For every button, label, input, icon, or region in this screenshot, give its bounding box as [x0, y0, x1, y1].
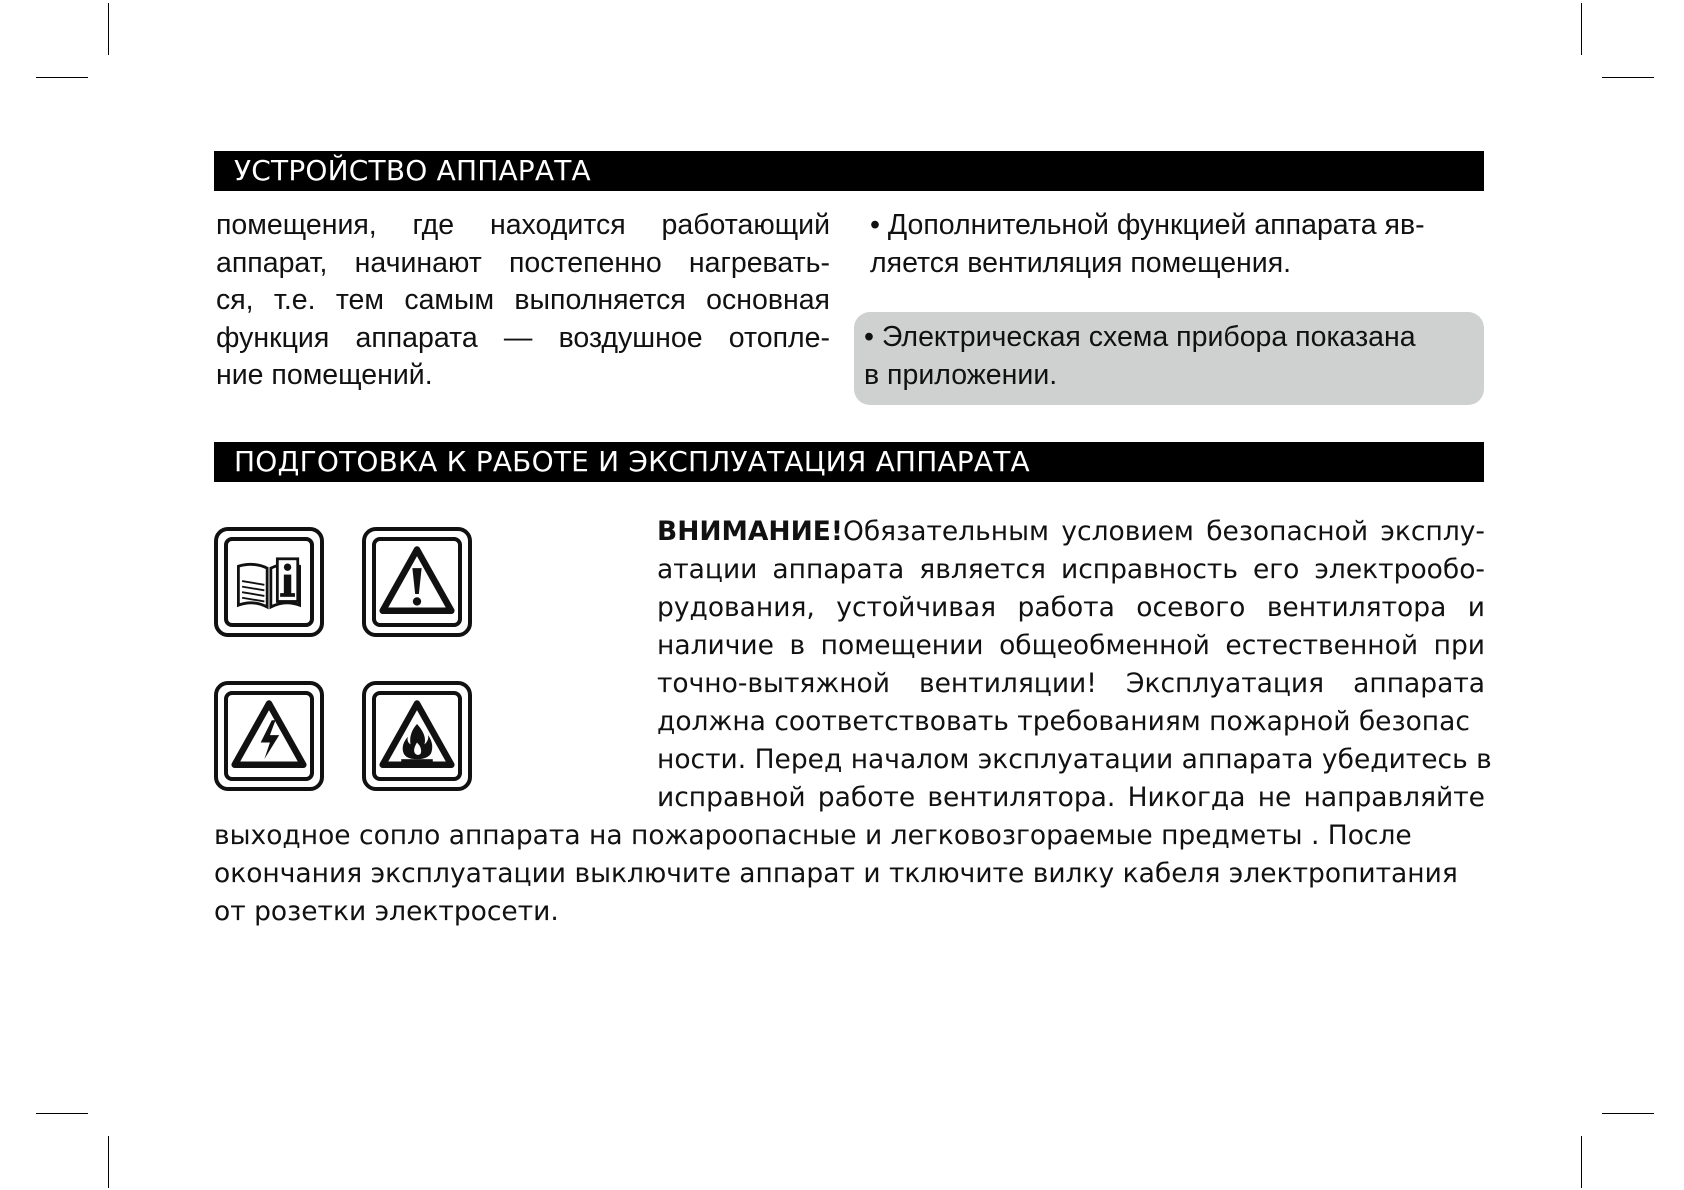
fire-hazard-icon: [362, 681, 472, 791]
text-line: должна соответствовать требованиям пожарной безопас: [657, 706, 1470, 737]
text-line: • Электрическая схема прибора показана: [864, 321, 1416, 353]
text-line: атации аппарата является исправность его электрообо-: [657, 554, 1485, 585]
text-line: ности. Перед началом эксплуатации аппарата убедитесь в: [657, 744, 1492, 775]
crop-mark-bottom-right-horizontal: [1602, 1113, 1654, 1114]
crop-mark-top-right-vertical: [1581, 3, 1582, 55]
crop-mark-top-left-horizontal: [36, 77, 88, 78]
attention-label: ВНИМАНИЕ!: [657, 516, 843, 547]
crop-mark-top-left-vertical: [108, 3, 109, 55]
text-line: точно-вытяжной вентиляции! Эксплуатация аппарата: [657, 668, 1485, 699]
text-line: рудования, устойчивая работа осевого вентилятора и: [657, 592, 1485, 623]
electric-hazard-icon: [214, 681, 324, 791]
crop-mark-bottom-right-vertical: [1581, 1136, 1582, 1188]
attention-continuation: [214, 817, 1484, 931]
attention-paragraph: [657, 513, 1492, 817]
text-line: ляется вентиляция помещения.: [870, 246, 1292, 279]
text-line: окончания эксплуатации выключите аппарат и тключите вилку кабеля электропитания: [214, 858, 1458, 889]
text-line: ся, т.е. тем самым выполняется основная: [216, 284, 830, 316]
text-line: аппарат, начинают постепенно нагревать-: [216, 246, 830, 279]
text-line: • Дополнительной функцией аппарата яв-: [870, 209, 1425, 241]
wiring-diagram-note: [854, 312, 1484, 405]
text-line: наличие в помещении общеобменной естественной при: [657, 630, 1485, 661]
manual-info-icon: [214, 527, 324, 637]
section-header-device: УСТРОЙСТВО АППАРАТА: [214, 151, 1484, 191]
text-line: от розетки электросети.: [214, 896, 559, 927]
text-line: в приложении.: [864, 359, 1058, 391]
text-line: [657, 513, 1485, 551]
text-line: функция аппарата — воздушное отопле-: [216, 321, 830, 354]
device-description-left: [216, 207, 830, 395]
general-warning-icon: [362, 527, 472, 637]
section-header-operation: ПОДГОТОВКА К РАБОТЕ И ЭКСПЛУАТАЦИЯ АППАРАТА: [214, 442, 1484, 482]
crop-mark-bottom-left-horizontal: [36, 1113, 88, 1114]
crop-mark-bottom-left-vertical: [108, 1136, 109, 1188]
text-line: помещения, где находится работающий: [216, 209, 830, 241]
text-line: выходное сопло аппарата на пожароопасные и легковозгораемые предметы . После: [214, 820, 1412, 851]
device-description-right: [870, 207, 1484, 282]
crop-mark-top-right-horizontal: [1602, 77, 1654, 78]
text-line: исправной работе вентилятора. Никогда не направляйте: [657, 782, 1485, 813]
attention-first-line: Обязательным условием безопасной эксплу-: [842, 516, 1485, 547]
text-line: ние помещений.: [216, 359, 433, 391]
